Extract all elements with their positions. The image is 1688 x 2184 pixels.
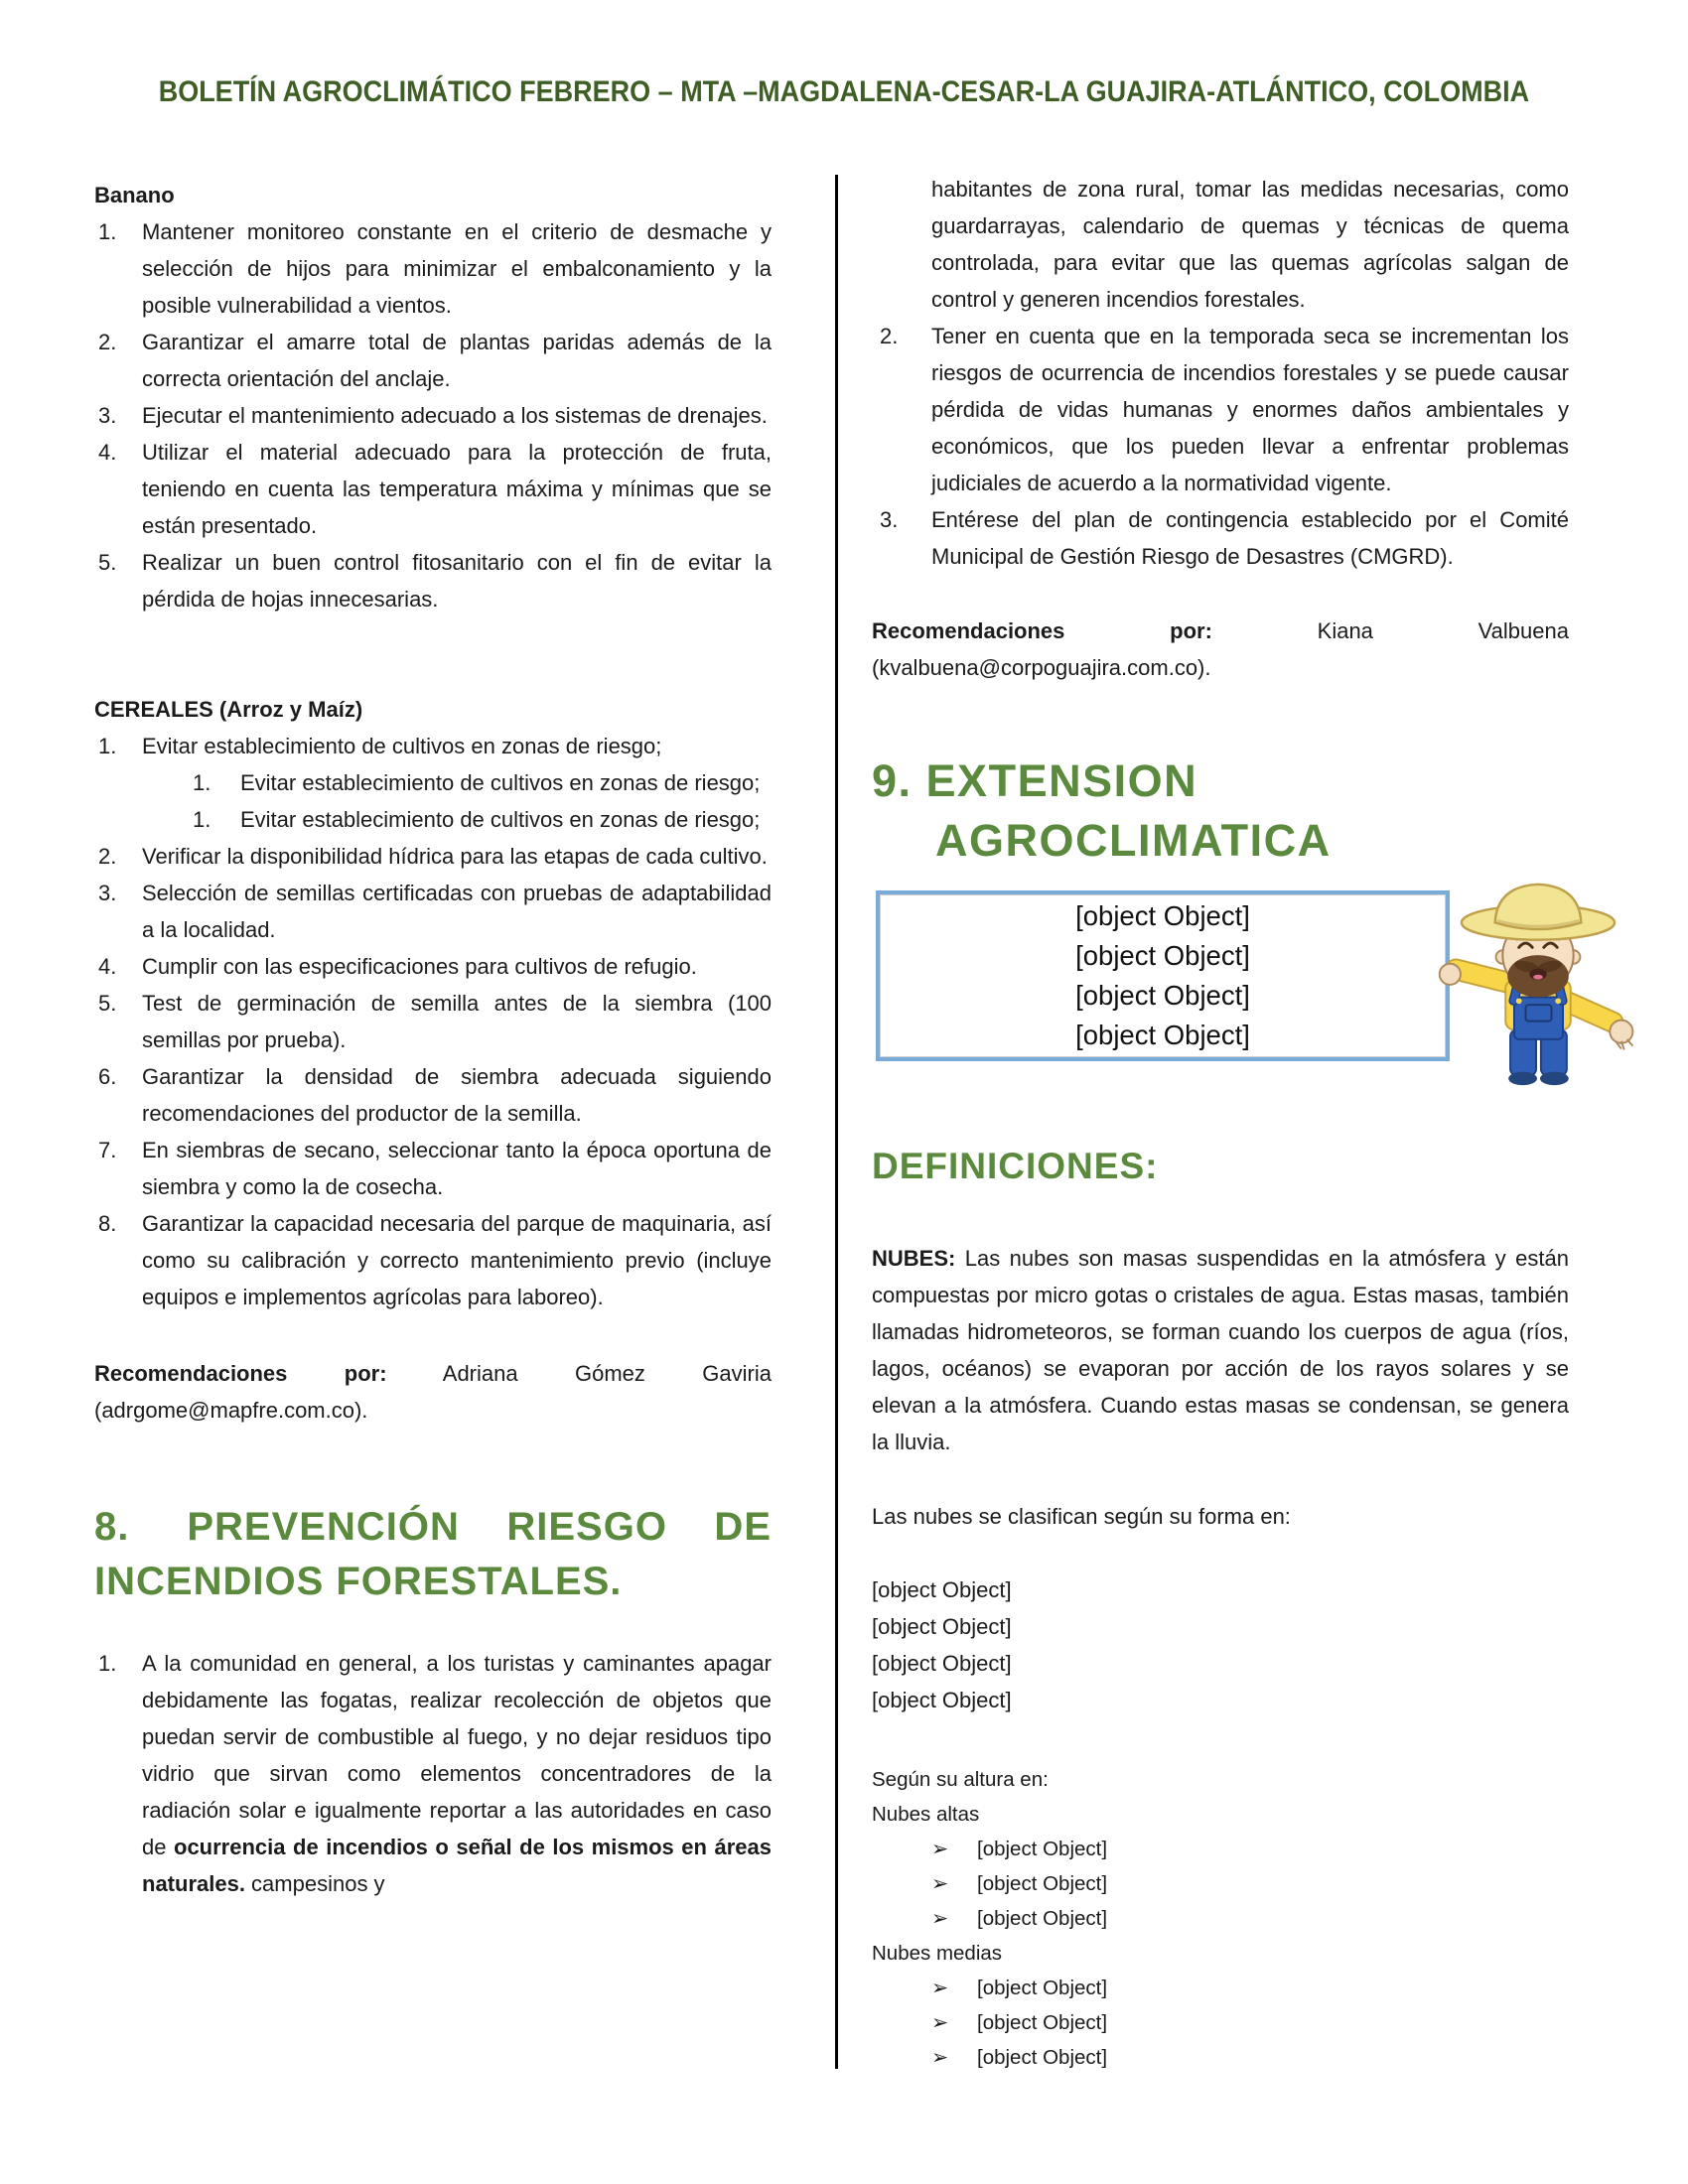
continuation-paragraph: habitantes de zona rural, tomar las medidas necesarias, como guardarrayas, calendario de quemas y técnicas de quema controlada, para evitar que las quemas agrícolas salgan de control y generen incendios forestales. [931,177,1569,312]
farmer-left-shoe [1508,1072,1537,1085]
bullet-text: [object Object] [977,1977,1108,1999]
altitude-group-label: Nubes medias [872,1942,1003,1965]
list-item [94,1132,772,1205]
nubes-label: NUBES: [872,1246,956,1271]
recommendations-right-line [872,613,1569,649]
list-item-text: Cumplir con las especificaciones para cultivos de refugio. [142,954,697,979]
speech-line: [object Object] [1075,980,1250,1011]
sub-list-item [189,764,772,801]
list-item [94,544,772,617]
list-item-text: Garantizar el amarre total de plantas paridas además de la correcta orientación del anclaje. [142,330,772,391]
list-item [94,838,772,875]
bold-text-segment: ocurrencia de incendios o señal de los mismos en áreas naturales. [142,1835,772,1896]
arrowhead-bullet-icon: ➢ [931,1977,949,1999]
list-item-number: 1. [98,219,117,244]
altitude-groups [872,1797,1569,2075]
bullet-text: [object Object] [977,2011,1108,2034]
altitude-bullet-list [872,1832,1569,1936]
arrowhead-bullet-icon: ➢ [931,1907,949,1930]
list-item-number: 8. [98,1211,117,1236]
cereales-list [94,728,772,1315]
speech-line: [object Object] [1075,940,1250,971]
speech-lines [894,896,1432,1055]
speech-line: [object Object] [1075,1020,1250,1050]
speech-box [876,890,1450,1061]
arrowhead-bullet-icon: ➢ [931,1872,949,1895]
text-segment: campesinos y [244,1871,385,1896]
list-item-text: Verificar la disponibilidad hídrica para las etapas de cada cultivo. [142,844,768,869]
speech-line: [object Object] [1075,900,1250,931]
cloud-form-line: [object Object] [872,1651,1012,1676]
section-8-title: PREVENCIÓN RIESGO DE INCENDIOS FORESTALES. [94,1505,772,1603]
list-item [94,1205,772,1315]
list-item [94,434,772,544]
list-item-number: 3. [880,507,899,532]
list-item-number: 3. [98,881,117,905]
recommendations-left [94,1355,772,1429]
list-item-text: Evitar establecimiento de cultivos en zonas de riesgo; [142,734,662,758]
farmer-overalls-bib [1514,997,1563,1038]
farmer-right-shoe [1540,1072,1569,1085]
recommendations-email: (kvalbuena@corpoguajira.com.co). [872,655,1211,680]
bullet-text: [object Object] [977,1838,1108,1860]
cloud-form-line: [object Object] [872,1577,1012,1602]
cloud-forms-list [872,1571,1569,1718]
list-item [94,213,772,324]
text-segment: A la comunidad en general, a los turistas y caminantes apagar debidamente las fogatas, realizar recolección de objetos que puedan servir de combustible al fuego, y no dejar residuos tipo vidrio que sirvan como elementos concentradores de la radiación solar e igualmente reportar a las autoridades en caso de [142,1651,772,1859]
sub-list-item [189,801,772,838]
farmer-strap-button-left [1516,998,1522,1004]
section-9-number: 9. [872,755,913,806]
definiciones-heading: DEFINICIONES: [872,1146,1159,1186]
section-9-title-word1: EXTENSION [925,755,1198,806]
banano-list [94,213,772,617]
list-item [94,728,772,764]
bullet-text: [object Object] [977,1907,1108,1930]
page-title: BOLETÍN AGROCLIMÁTICO FEBRERO – MTA –MAGDALENA-CESAR-LA GUAJIRA-ATLÁNTICO, COLOMBIA [158,75,1530,108]
column-divider-line [835,175,838,2069]
recommendations-author: Adriana Gómez Gaviria [442,1361,772,1386]
cloud-form-line: [object Object] [872,1614,1012,1639]
recommendations-author: Kiana Valbuena [1317,618,1569,643]
farmer-tongue [1533,975,1543,980]
list-item-text: Test de germinación de semilla antes de la siembra (100 semillas por prueba). [142,991,772,1052]
section-9-line2: AGROCLIMATICA [935,815,1332,866]
bullet-row [872,1832,1569,1866]
farmer-right-hand [1610,1021,1632,1043]
bullet-row [872,2040,1569,2075]
list-item-number: 7. [98,1138,117,1162]
arrowhead-bullet-icon: ➢ [931,1838,949,1860]
cloud-form-line: [object Object] [872,1688,1012,1712]
list-item [94,397,772,434]
list-item-text: Entérese del plan de contingencia establecido por el Comité Municipal de Gestión Riesgo de Desastres (CMGRD). [931,507,1569,569]
left-column [94,177,772,1902]
list-item-number: 1. [98,734,117,758]
list-item [872,501,1569,575]
list-item-text: Mantener monitoreo constante en el criterio de desmache y selección de hijos para minimizar el embalconamiento y la posible vulnerabilidad a vientos. [142,219,772,318]
bullet-row [872,1971,1569,2005]
bullet-row [872,2005,1569,2040]
section-9-heading [872,751,1569,871]
recommendations-right [872,613,1569,686]
list-item [94,985,772,1058]
farmer-left-hand [1440,964,1461,985]
altitude-bullet-list [872,1971,1569,2075]
list-item-number: 4. [98,954,117,979]
list-item [94,875,772,948]
list-item-text: Ejecutar el mantenimiento adecuado a los sistemas de drenajes. [142,403,768,428]
arrowhead-bullet-icon: ➢ [931,2011,949,2034]
list-item-text: Garantizar la capacidad necesaria del parque de maquinaria, así como su calibración y correcto mantenimiento previo (incluye equipos e implementos agrícolas para laboreo). [142,1211,772,1309]
recommendations-left-line [94,1355,772,1392]
forest-fire-list [872,318,1569,575]
bullet-text: [object Object] [977,2046,1108,2069]
sub-list-item-text: Evitar establecimiento de cultivos en zonas de riesgo; [240,770,761,795]
sub-list [94,764,772,838]
arrowhead-bullet-icon: ➢ [931,2046,949,2069]
right-column [872,171,1569,2075]
list-item-text: En siembras de secano, seleccionar tanto la época oportuna de siembra y como la de cosecha. [142,1138,772,1199]
recommendations-label: Recomendaciones por: [872,618,1212,643]
farmer-mascot-illustration [1430,879,1646,1089]
banano-heading: Banano [94,183,175,207]
recommendations-label: Recomendaciones por: [94,1361,387,1386]
list-item-number: 4. [98,440,117,465]
section-9-line1 [872,751,1569,811]
bullet-text: [object Object] [977,1872,1108,1895]
sub-list-item-letter: 1. [193,807,211,832]
list-item-text [142,1645,772,1902]
list-item [94,324,772,397]
list-item-text: Tener en cuenta que en la temporada seca se incrementan los riesgos de ocurrencia de incendios forestales y se puede causar pérdida de vidas humanas y enormes daños ambientales y económicos, que los pueden llevar a enfrentar problemas judiciales de acuerdo a la normatividad vigente. [931,324,1569,495]
section-8-heading [94,1500,772,1609]
list-item-number: 6. [98,1064,117,1089]
altitude-group-label: Nubes altas [872,1803,980,1826]
altitude-intro: Según su altura en: [872,1768,1049,1791]
cereales-heading: CEREALES (Arroz y Maíz) [94,697,363,722]
list-item-number: 5. [98,550,117,575]
nubes-paragraph [872,1240,1569,1460]
bullet-row [872,1901,1569,1936]
mascot-intro-row [872,890,1569,1085]
recommendations-email: (adrgome@mapfre.com.co). [94,1398,368,1423]
list-item-text: Selección de semillas certificadas con pruebas de adaptabilidad a la localidad. [142,881,772,942]
list-item [94,1058,772,1132]
list-item [872,318,1569,501]
list-item-number: 2. [880,324,899,348]
sub-list-item-letter: 1. [193,770,211,795]
list-item-number: 2. [98,330,117,354]
list-item-number: 2. [98,844,117,869]
section-8-item [94,1645,772,1902]
sub-list-item-text: Evitar establecimiento de cultivos en zonas de riesgo; [240,807,761,832]
cloud-classification-intro: Las nubes se clasifican según su forma en: [872,1504,1291,1529]
bullet-row [872,1866,1569,1901]
list-item-text: Utilizar el material adecuado para la protección de fruta, teniendo en cuenta las temperatura máxima y mínimas que se están presentado. [142,440,772,538]
altitude-block [872,1762,1569,2075]
list-item [94,948,772,985]
list-item-number: 1. [98,1651,117,1676]
nubes-text: Las nubes son masas suspendidas en la atmósfera y están compuestas por micro gotas o cristales de agua. Estas masas, también llamadas hidrometeoros, se forman cuando los cuerpos de agua (ríos, lagos, océanos) se evaporan por acción de los rayos solares y se elevan a la atmósfera. Cuando estas masas se condensan, se genera la lluvia. [872,1246,1569,1454]
list-item-number: 5. [98,991,117,1016]
list-item-text: Garantizar la densidad de siembra adecuada siguiendo recomendaciones del productor de la semilla. [142,1064,772,1126]
spacer [94,617,772,691]
list-item-number: 3. [98,403,117,428]
farmer-strap-button-right [1555,998,1561,1004]
section-8-number: 8. [94,1505,130,1549]
list-item-text: Realizar un buen control fitosanitario con el fin de evitar la pérdida de hojas innecesarias. [142,550,772,612]
